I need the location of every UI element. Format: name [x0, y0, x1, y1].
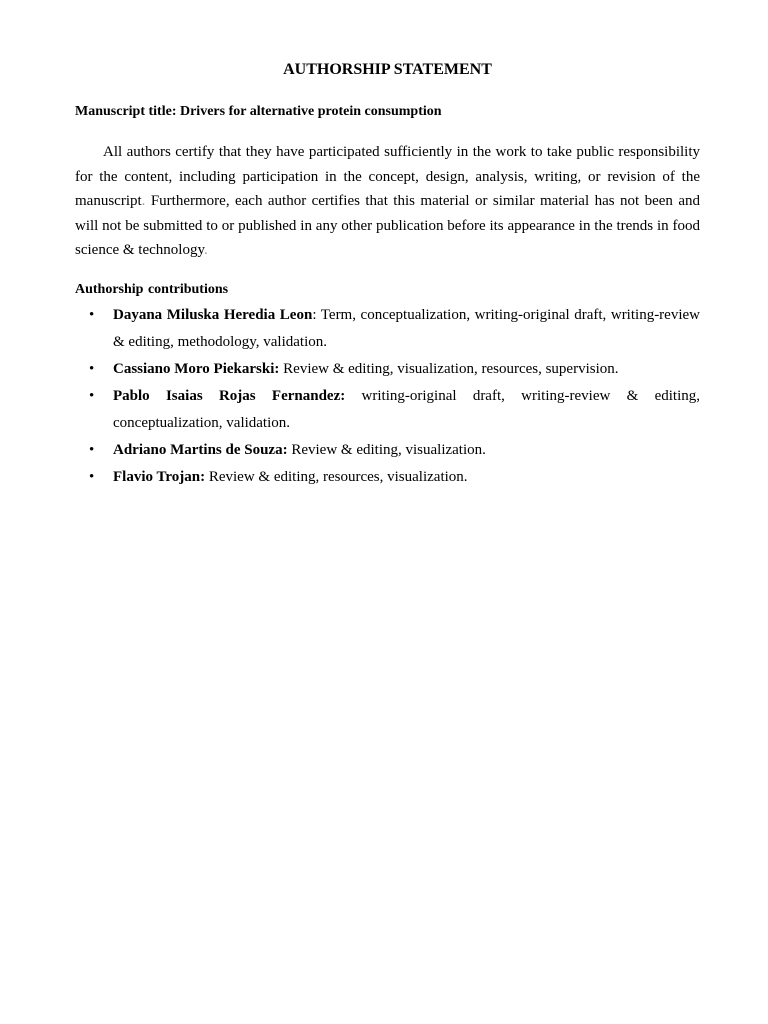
author-name: Adriano Martins de Souza: [113, 442, 288, 458]
list-item [75, 302, 700, 356]
author-roles: Review & editing, visualization. [287, 442, 486, 458]
statement-end-period: . [203, 242, 208, 258]
contributions-list [75, 302, 700, 491]
list-item [75, 356, 700, 383]
authorship-statement-paragraph [75, 140, 700, 263]
author-name: Cassiano Moro Piekarski: [113, 361, 280, 377]
statement-main-text: All authors certify that they have participated sufficiently in the work to take public responsibility for the content, including participation in the concept, design, analysis, writing, or revision of the manuscript [75, 144, 700, 209]
bullet-icon: • [89, 388, 95, 404]
author-name: Flavio Trojan: [113, 469, 206, 485]
bullet-icon: • [89, 442, 95, 458]
list-item [75, 383, 700, 437]
author-name: Dayana Miluska Heredia Leon [113, 307, 313, 323]
author-roles: writing-original draft, writing-review & editing, conceptualization, validation. [113, 388, 700, 431]
manuscript-title: Manuscript title: Drivers for alternative protein consumption [75, 104, 442, 119]
contributions-heading: Authorship contributions [75, 282, 229, 297]
bullet-icon: • [89, 307, 95, 323]
author-name: Pablo Isaias Rojas Fernandez: [113, 388, 346, 404]
author-roles: Review & editing, visualization, resources, supervision. [279, 361, 619, 377]
bullet-icon: • [89, 469, 95, 485]
statement-continued-text: Furthermore, each author certifies that this material or similar material has not been and will not be submitted to or published in any other publication before its appearance in the trends in food science & technology [75, 193, 700, 258]
author-roles: Review & editing, resources, visualization. [205, 469, 468, 485]
statement-period: . [141, 193, 146, 209]
document-title: AUTHORSHIP STATEMENT [283, 61, 492, 78]
author-roles: Term, conceptualization, writing-original draft, writing-review & editing, methodology, validation. [113, 307, 700, 350]
list-item [75, 437, 700, 464]
list-item [75, 464, 700, 491]
bullet-icon: • [89, 361, 95, 377]
author-separator: : [312, 307, 317, 323]
